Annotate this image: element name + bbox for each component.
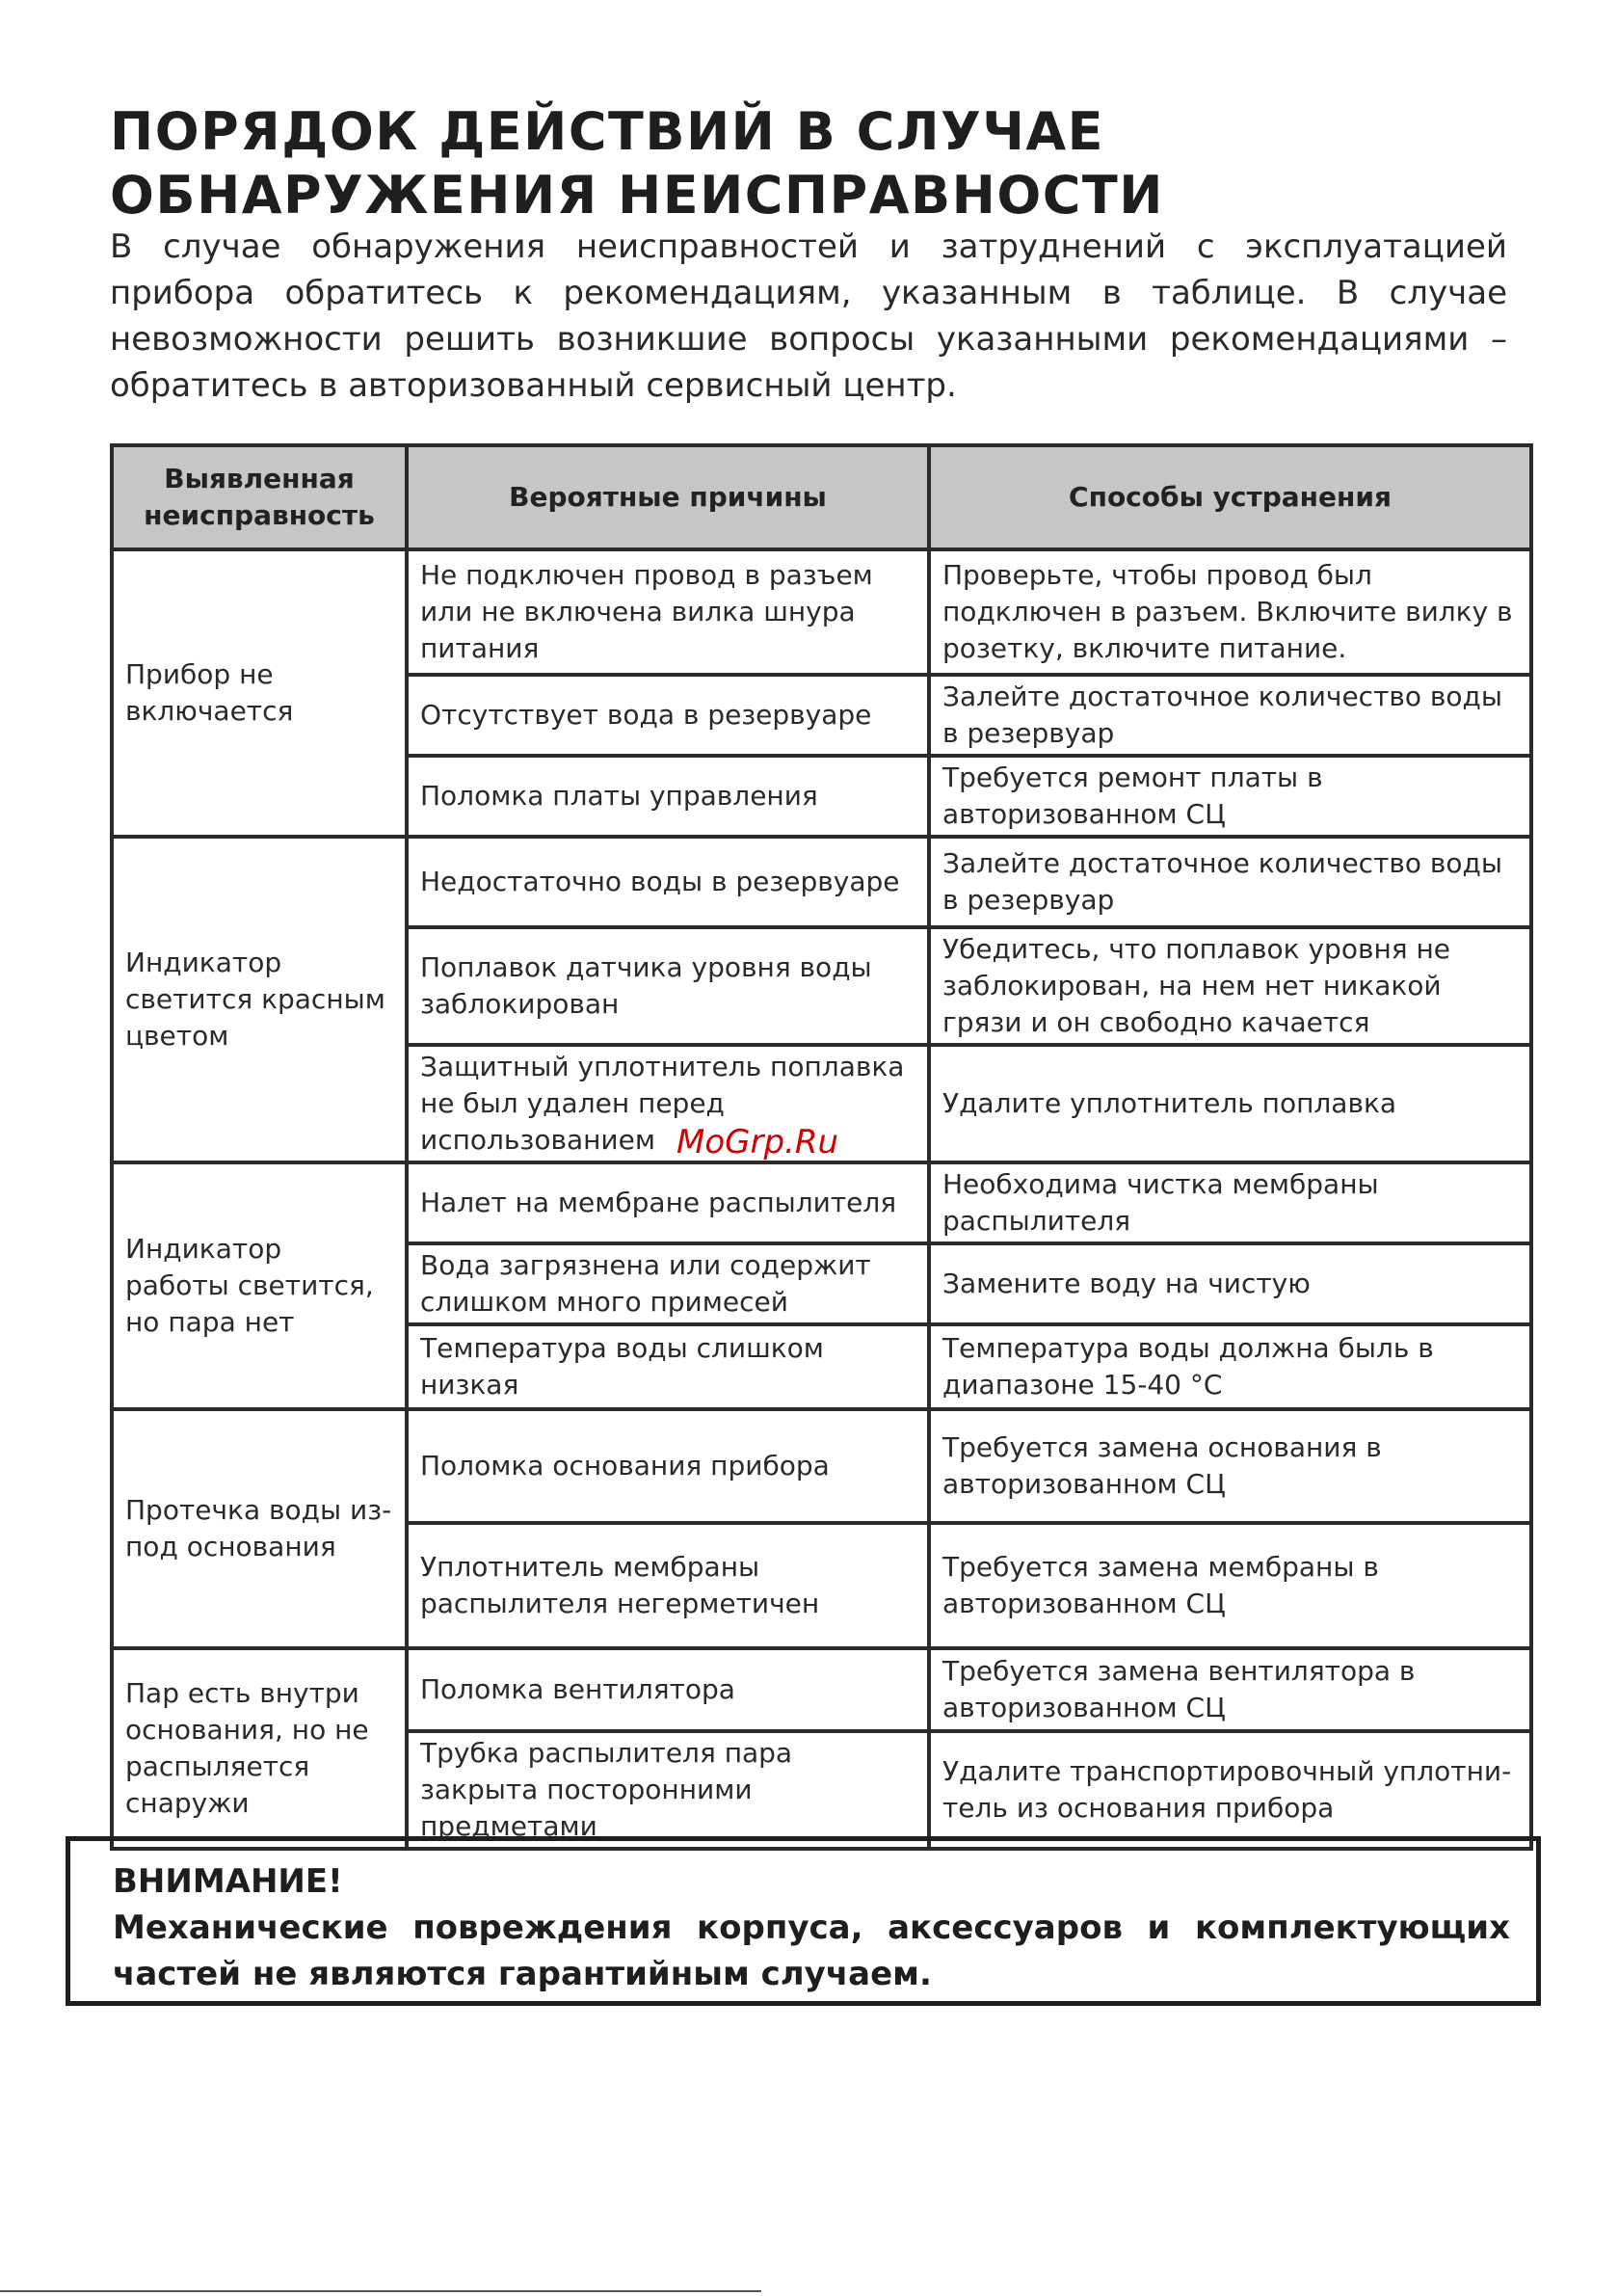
cause-cell: Отсутствует вода в резервуаре <box>407 675 929 756</box>
fault-cell: Протечка воды из-под основания <box>112 1409 407 1648</box>
cause-cell: Трубка распылителя пара закрыта посторонними предметами <box>407 1731 929 1849</box>
remedy-cell: Требуется замена основания в авторизованном СЦ <box>929 1409 1531 1523</box>
table-row <box>112 549 1531 675</box>
notice-text: Механические повреждения корпуса, аксессуаров и комплектующих частей не являются гарантийным случаем. <box>113 1909 1510 1993</box>
cause-cell: Недостаточно воды в резервуаре <box>407 837 929 927</box>
cause-cell: Поломка основания прибора <box>407 1409 929 1523</box>
remedy-cell: Требуется ремонт платы в авторизованном СЦ <box>929 756 1531 837</box>
remedy-cell: Залейте достаточное количество воды в резервуар <box>929 837 1531 927</box>
cause-cell: Температура воды слишком низкая <box>407 1324 929 1409</box>
table-row <box>112 837 1531 927</box>
remedy-cell: Требуется замена вентилятора в авторизованном СЦ <box>929 1648 1531 1731</box>
remedy-cell: Необходима чистка мембраны распылителя <box>929 1162 1531 1243</box>
cause-cell: Налет на мембране распылителя <box>407 1162 929 1243</box>
cause-cell: Не подключен провод в разъем или не включена вилка шнура питания <box>407 549 929 675</box>
remedy-cell: Удалите уплотнитель поплавка <box>929 1045 1531 1162</box>
cause-cell: Поломка платы управления <box>407 756 929 837</box>
header-fault: Выявленная неисправность <box>112 445 407 549</box>
cause-cell: Поплавок датчика уровня воды заблокирован <box>407 927 929 1045</box>
watermark: MoGrp.Ru <box>676 1123 839 1161</box>
remedy-cell: Убедитесь, что поплавок уровня не заблокирован, на нем нет никакой грязи и он свободно качается <box>929 927 1531 1045</box>
remedy-cell: Требуется замена мембраны в авторизованном СЦ <box>929 1523 1531 1648</box>
fault-cell: Индикатор светится красным цветом <box>112 837 407 1162</box>
warning-notice-box <box>66 1836 1541 2006</box>
fault-cell: Прибор не включается <box>112 549 407 837</box>
notice-heading: ВНИМАНИЕ! <box>113 1862 343 1901</box>
table-row <box>112 1162 1531 1243</box>
cause-cell: Поломка вентилятора <box>407 1648 929 1731</box>
remedy-cell: Проверьте, чтобы провод был подключен в разъем. Включите вилку в розетку, включите питание. <box>929 549 1531 675</box>
fault-cell: Индикатор работы светится, но пара нет <box>112 1162 407 1409</box>
table-row <box>112 1648 1531 1731</box>
remedy-cell: Замените воду на чистую <box>929 1243 1531 1324</box>
page-title: ПОРЯДОК ДЕЙСТВИЙ В СЛУЧАЕ ОБНАРУЖЕНИЯ НЕИСПРАВНОСТИ <box>110 101 1164 226</box>
cause-cell: Защитный уплотнитель поплавка не был удален перед использованием <box>407 1045 929 1162</box>
remedy-cell: Залейте достаточное количество воды в резервуар <box>929 675 1531 756</box>
header-remedies: Способы устранения <box>929 445 1531 549</box>
cause-cell: Уплотнитель мембраны распылителя негерметичен <box>407 1523 929 1648</box>
table-header-row <box>112 445 1531 549</box>
intro-paragraph: В случае обнаружения неисправностей и затруднений с эксплуатацией прибора обратитесь к рекомендациям, указанным в таблице. В случае невозможности решить возникшие вопросы указанными рекомендациями – обратитесь в авторизованный сервисный центр. <box>110 227 1507 405</box>
bottom-divider <box>0 2290 761 2292</box>
fault-cell: Пар есть внутри основания, но не распыляется снаружи <box>112 1648 407 1849</box>
cause-cell: Вода загрязнена или содержит слишком много примесей <box>407 1243 929 1324</box>
table-row <box>112 1409 1531 1523</box>
remedy-cell: Температура воды должна быль в диапазоне 15-40 °С <box>929 1324 1531 1409</box>
remedy-cell: Удалите транспортировочный уплотни-тель из основания прибора <box>929 1731 1531 1849</box>
header-causes: Вероятные причины <box>407 445 929 549</box>
